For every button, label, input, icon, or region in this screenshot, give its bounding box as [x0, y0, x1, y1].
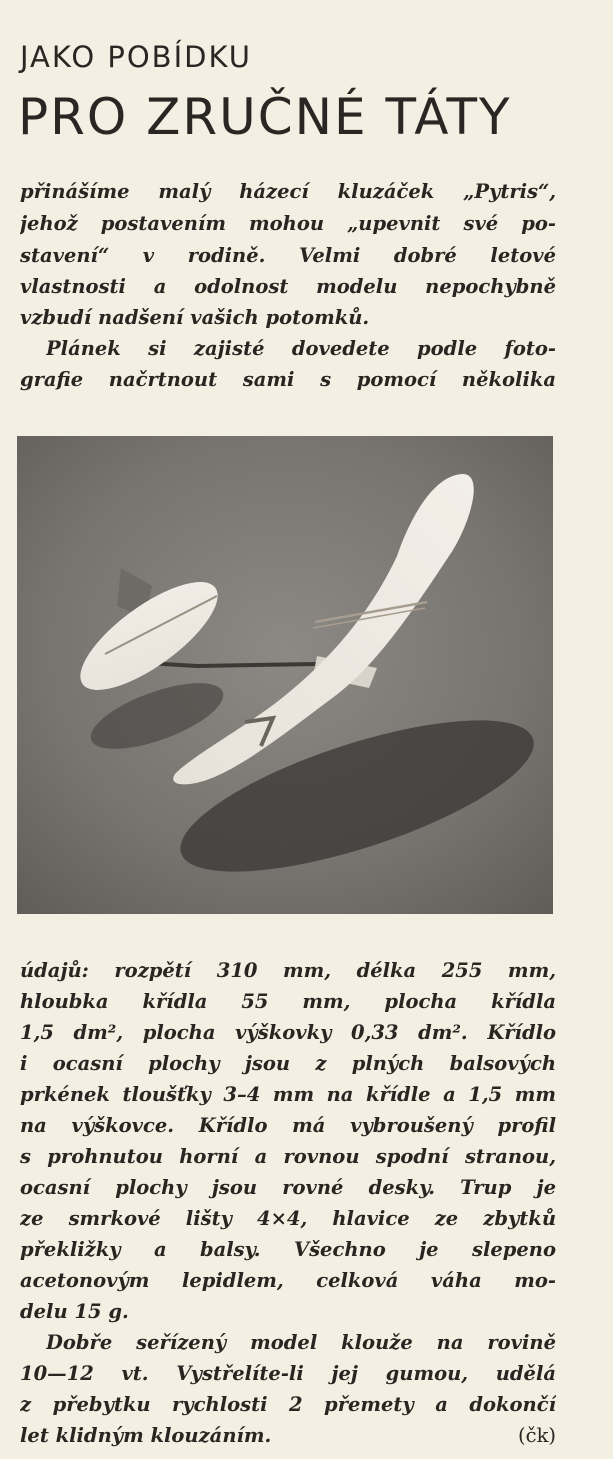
- body-line: delu 15 g.: [20, 1300, 129, 1323]
- article-headline: PRO ZRUČNÉ TÁTY: [18, 88, 512, 146]
- body-line: let klidným klouzáním.: [20, 1424, 272, 1447]
- body-line: prkének tloušťky 3–4 mm na křídle a 1,5 mm: [20, 1083, 556, 1106]
- body-line: acetonovým lepidlem, celková váha mo-: [20, 1269, 556, 1292]
- intro-line: grafie načrtnout sami s pomocí několika: [20, 368, 556, 391]
- closing-line: [20, 1422, 556, 1450]
- body-line: na výškovce. Křídlo má vybroušený profil: [20, 1114, 556, 1137]
- body-line: Dobře seřízený model klouže na rovině: [46, 1331, 556, 1354]
- body-line: překližky a balsy. Všechno je slepeno: [20, 1238, 556, 1261]
- article-kicker: JAKO POBÍDKU: [20, 40, 252, 74]
- body-line: s prohnutou horní a rovnou spodní stranou,: [20, 1145, 556, 1168]
- body-line: 1,5 dm², plocha výškovky 0,33 dm². Křídlo: [20, 1021, 556, 1044]
- intro-line: Plánek si zajisté dovedete podle foto-: [46, 337, 556, 360]
- body-line: z přebytku rychlosti 2 přemety a dokončí: [20, 1393, 556, 1416]
- author-signature: (čk): [518, 1424, 556, 1447]
- glider-photo: [17, 436, 553, 914]
- body-line: údajů: rozpětí 310 mm, délka 255 mm,: [20, 959, 556, 982]
- body-line: ocasní plochy jsou rovné desky. Trup je: [20, 1176, 556, 1199]
- intro-line: vlastnosti a odolnost modelu nepochybně: [20, 275, 556, 298]
- body-line: ze smrkové lišty 4×4, hlavice ze zbytků: [20, 1207, 556, 1230]
- intro-line: přinášíme malý házecí kluzáček „Pytris“,: [20, 180, 556, 203]
- intro-line: jehož postavením mohou „upevnit své po-: [20, 212, 556, 235]
- intro-line: stavení“ v rodině. Velmi dobré letové: [20, 244, 556, 267]
- body-line: 10—12 vt. Vystřelíte-li jej gumou, udělá: [20, 1362, 556, 1385]
- body-line: i ocasní plochy jsou z plných balsových: [20, 1052, 556, 1075]
- body-line: hloubka křídla 55 mm, plocha křídla: [20, 990, 556, 1013]
- intro-line: vzbudí nadšení vašich potomků.: [20, 306, 370, 329]
